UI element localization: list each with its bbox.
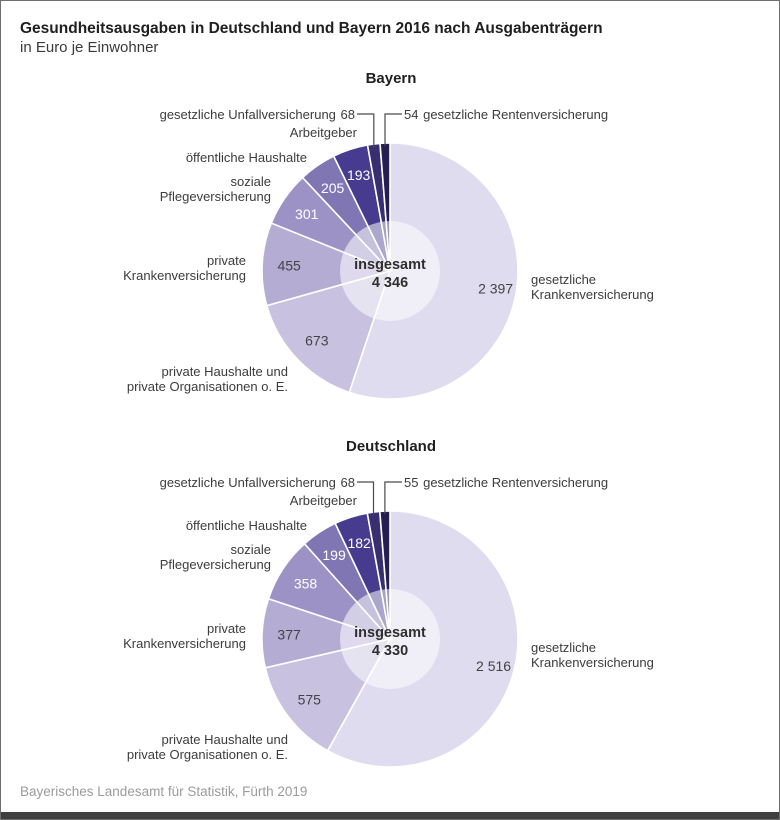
label-gesetzliche-unfallversicherung [160, 475, 356, 490]
chart-bayern [1, 63, 780, 431]
label-line: soziale [230, 174, 271, 189]
label-gesetzliche-krankenversicherung [531, 272, 654, 302]
callout-line-right [385, 114, 402, 146]
slice-value-label: 199 [322, 546, 346, 563]
callout-line-left [357, 114, 374, 147]
bottom-accent-bar [1, 812, 779, 819]
label-line: Krankenversicherung [531, 287, 654, 302]
center-label: insgesamt [354, 625, 426, 641]
label-line: private Haushalte und [161, 732, 288, 747]
label-soziale-pflegeversicherung [160, 174, 271, 204]
label-line: private Organisationen o. E. [126, 379, 288, 394]
source-credit: Bayerisches Landesamt für Statistik, Fürth 2019 [20, 784, 308, 799]
callout-line-left [357, 482, 374, 515]
label-private-haushalte [127, 732, 288, 762]
slice-value-label: 182 [347, 534, 371, 551]
label-line: private [206, 253, 246, 268]
label-gesetzliche-krankenversicherung [531, 640, 654, 670]
chart-title-bayern: Bayern [365, 70, 417, 87]
chart-deutschland [1, 431, 780, 799]
slice-value-label: 205 [320, 179, 345, 196]
slice-value-label: 193 [346, 166, 371, 183]
label-oeffentliche-haushalte: öffentliche Haushalte [185, 150, 307, 165]
label-oeffentliche-haushalte: öffentliche Haushalte [185, 518, 307, 533]
label-private-haushalte [127, 364, 288, 394]
label-line: private Organisationen o. E. [126, 747, 288, 762]
slice-value-label: 2 516 [476, 657, 512, 674]
label-line: Krankenversicherung [123, 268, 246, 283]
slice-value-label: 301 [295, 205, 319, 222]
label-line: Krankenversicherung [531, 655, 654, 670]
category-value: 54 [404, 107, 419, 122]
label-gesetzliche-rentenversicherung [403, 107, 608, 122]
label-private-krankenversicherung [123, 253, 246, 283]
pie-chart-deutschland [1, 431, 780, 799]
category-value: 68 [340, 107, 355, 122]
label-gesetzliche-rentenversicherung [403, 475, 608, 490]
label-line: gesetzliche [531, 640, 597, 655]
category-label: gesetzliche Unfallversicherung [159, 475, 336, 490]
label-line: private [206, 621, 246, 636]
label-soziale-pflegeversicherung [160, 542, 271, 572]
category-label: gesetzliche Unfallversicherung [159, 107, 336, 122]
label-line: gesetzliche [531, 272, 597, 287]
page-subtitle: in Euro je Einwohner [20, 39, 159, 56]
slice-value-label: 377 [277, 626, 301, 643]
category-value: 55 [404, 475, 419, 490]
center-total: 4 330 [371, 643, 409, 659]
category-label: gesetzliche Rentenversicherung [423, 107, 609, 122]
label-gesetzliche-unfallversicherung [160, 107, 356, 122]
center-total: 4 346 [371, 275, 409, 291]
slice-value-label: 455 [277, 257, 301, 274]
chart-title-deutschland: Deutschland [345, 438, 436, 455]
label-arbeitgeber: Arbeitgeber [289, 125, 357, 140]
slice-value-label: 2 397 [478, 280, 514, 297]
category-label: gesetzliche Rentenversicherung [423, 475, 609, 490]
label-private-krankenversicherung [123, 621, 246, 651]
pie-chart-bayern [1, 63, 780, 431]
slice-value-label: 575 [297, 691, 321, 708]
page-title: Gesundheitsausgaben in Deutschland und Bayern 2016 nach Ausgabenträgern [20, 20, 603, 37]
callout-line-right [385, 482, 402, 514]
label-line: Pflegeversicherung [159, 557, 271, 572]
label-line: Krankenversicherung [123, 636, 246, 651]
slice-value-label: 673 [305, 332, 329, 349]
label-line: private Haushalte und [161, 364, 288, 379]
slice-value-label: 358 [293, 575, 318, 592]
label-arbeitgeber: Arbeitgeber [289, 493, 357, 508]
title-block [20, 19, 603, 57]
center-label: insgesamt [354, 257, 426, 273]
label-line: soziale [230, 542, 271, 557]
category-value: 68 [340, 475, 355, 490]
label-line: Pflegeversicherung [159, 189, 271, 204]
